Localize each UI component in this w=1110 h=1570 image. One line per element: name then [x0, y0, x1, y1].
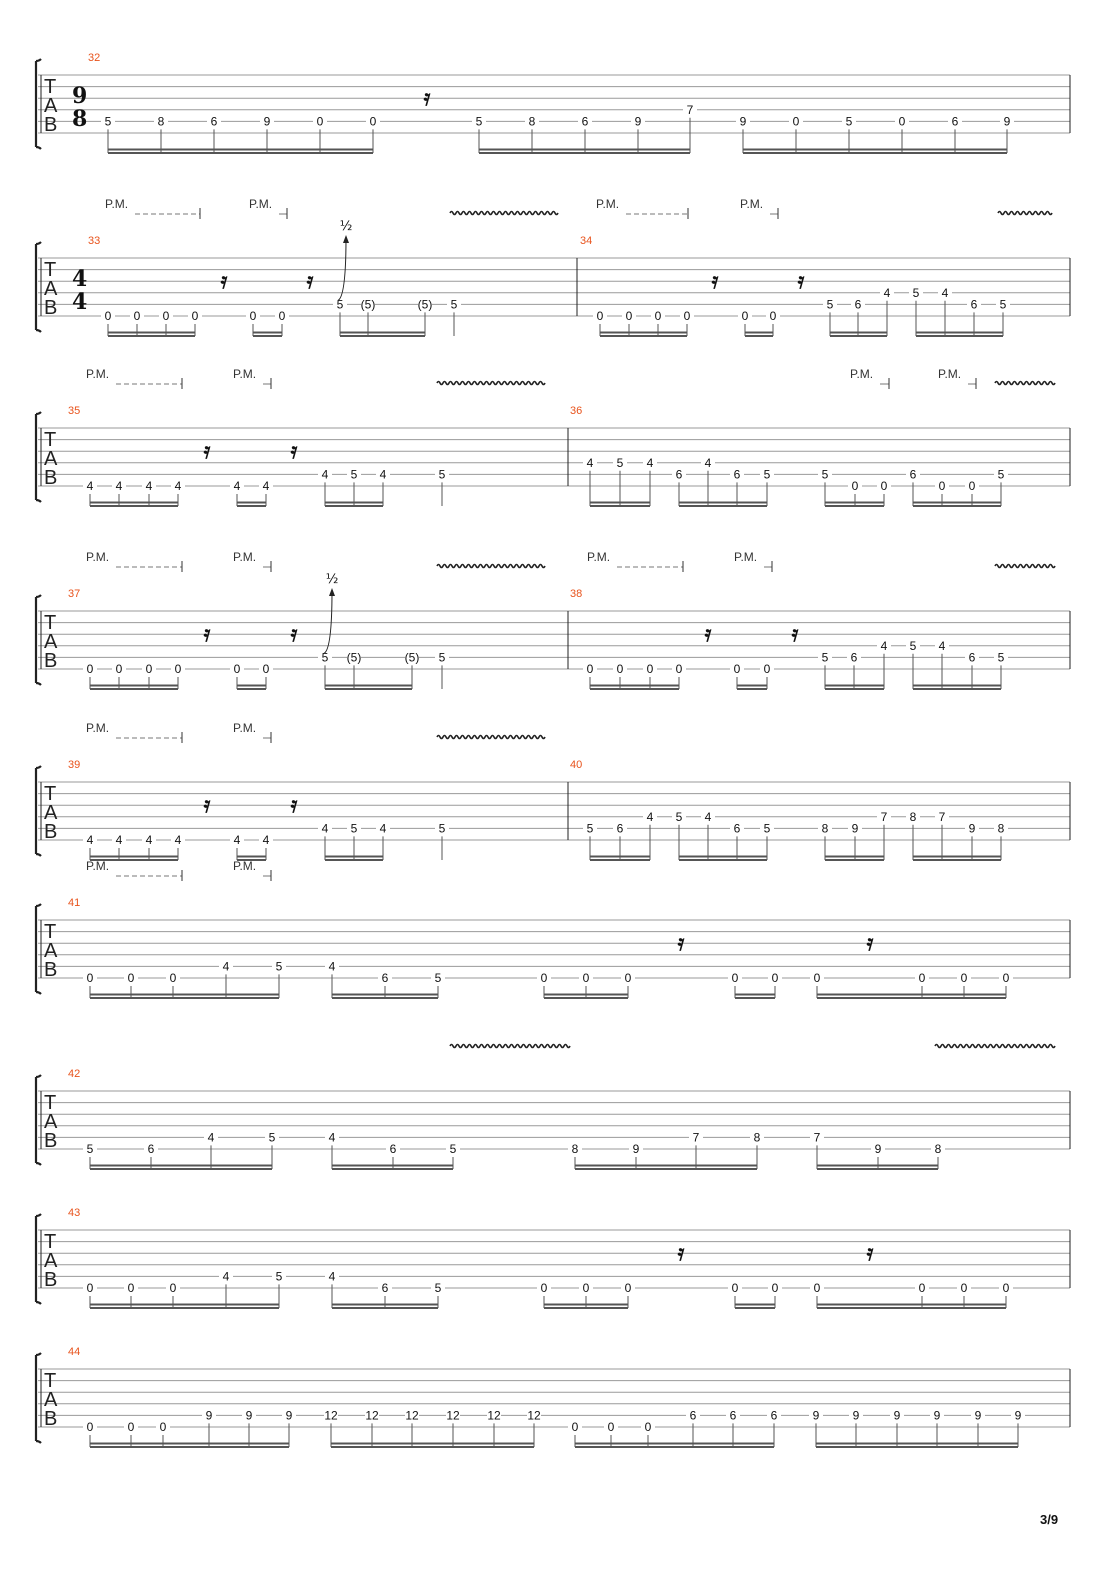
- fret-number: 9: [874, 1142, 882, 1156]
- fret-number: 5: [912, 285, 920, 300]
- fret-number: 0: [918, 971, 926, 985]
- palm-mute-label: P.M.: [233, 859, 257, 873]
- tab-system: [36, 1207, 1070, 1308]
- fret-number: 0: [741, 309, 749, 323]
- fret-number: 5: [438, 821, 446, 836]
- fret-number: 9: [634, 114, 642, 129]
- system-bracket: [36, 242, 41, 332]
- fret-number: 9: [263, 114, 271, 129]
- bar-number: 42: [68, 1068, 81, 1080]
- tab-clef-letter: B: [44, 297, 58, 319]
- fret-number: 0: [731, 971, 739, 985]
- tab-clef-letter: B: [44, 1408, 58, 1430]
- fret-number: 9: [245, 1408, 253, 1423]
- palm-mute-label: P.M.: [86, 859, 110, 873]
- tab-clef-letter: B: [44, 467, 58, 489]
- fret-number: 4: [379, 467, 387, 482]
- fret-number: 0: [262, 662, 270, 676]
- fret-number: 6: [381, 971, 389, 985]
- tab-system: [36, 721, 1070, 860]
- fret-number: 0: [960, 1281, 968, 1295]
- fret-number: 12: [446, 1408, 460, 1423]
- fret-number: 8: [157, 114, 165, 129]
- vibrato-mark: [437, 565, 545, 568]
- bend-amount: ½: [325, 572, 339, 587]
- system-bracket: [36, 904, 41, 994]
- fret-number: 0: [771, 971, 779, 985]
- fret-number: 5: [821, 650, 829, 665]
- sixteenth-rest: 𝄿: [791, 621, 799, 647]
- fret-number: 6: [616, 821, 624, 836]
- fret-number: 5: [104, 114, 112, 129]
- sixteenth-rest: 𝄿: [203, 438, 211, 464]
- tab-clef-letter: B: [44, 114, 58, 136]
- tab-clef-letter: T: [44, 612, 57, 634]
- fret-number: 0: [582, 1281, 590, 1295]
- fret-number: 0: [540, 971, 548, 985]
- fret-number: 9: [812, 1408, 820, 1423]
- fret-number: 0: [771, 1281, 779, 1295]
- bar-number: 39: [68, 759, 81, 771]
- fret-number: 4: [233, 833, 241, 847]
- tab-clef-letter: A: [44, 1389, 58, 1411]
- fret-number: 0: [898, 114, 906, 129]
- fret-number: 4: [86, 479, 94, 493]
- tab-system: [36, 52, 1070, 153]
- fret-number: 4: [222, 1269, 230, 1284]
- palm-mute-label: P.M.: [233, 367, 257, 381]
- sixteenth-rest: 𝄿: [203, 621, 211, 647]
- fret-number: 4: [328, 1269, 336, 1284]
- fret-number: 4: [222, 959, 230, 974]
- bar-number: 38: [570, 588, 583, 600]
- palm-mute-label: P.M.: [86, 367, 110, 381]
- vibrato-mark: [437, 736, 545, 739]
- sixteenth-rest: 𝄿: [203, 792, 211, 818]
- fret-number: 0: [675, 662, 683, 676]
- fret-number: 6: [389, 1142, 397, 1156]
- fret-number: 6: [689, 1408, 697, 1423]
- fret-number: 5: [275, 959, 283, 974]
- fret-number: 5: [999, 297, 1007, 312]
- fret-number: 9: [1014, 1408, 1022, 1423]
- tab-clef-letter: B: [44, 1269, 58, 1291]
- fret-number: 8: [934, 1142, 942, 1156]
- fret-number: 5: [434, 971, 442, 985]
- fret-number: 5: [763, 467, 771, 482]
- fret-number: 0: [918, 1281, 926, 1295]
- fret-number: 9: [933, 1408, 941, 1423]
- fret-number: 5: [616, 455, 624, 470]
- fret-number: 0: [316, 114, 324, 129]
- tab-system: [36, 367, 1070, 506]
- bend-amount: ½: [339, 219, 353, 234]
- fret-number: 0: [769, 309, 777, 323]
- fret-number: (5): [404, 650, 420, 665]
- fret-number: 5: [909, 638, 917, 653]
- vibrato-mark: [935, 1045, 1055, 1048]
- tab-clef-letter: B: [44, 1130, 58, 1152]
- tab-system: [36, 1045, 1070, 1170]
- fret-number: 0: [880, 479, 888, 493]
- fret-number: 4: [321, 821, 329, 836]
- time-signature-top: 9: [72, 83, 88, 109]
- fret-number: 5: [434, 1281, 442, 1295]
- tab-clef-letter: T: [44, 259, 57, 281]
- fret-number: 0: [960, 971, 968, 985]
- page-number: 3/9: [1040, 1512, 1059, 1527]
- system-bracket: [36, 595, 41, 685]
- fret-number: 0: [733, 662, 741, 676]
- tab-clef-letter: A: [44, 631, 58, 653]
- system-bracket: [36, 766, 41, 856]
- fret-number: 5: [997, 467, 1005, 482]
- fret-number: 0: [191, 309, 199, 323]
- palm-mute-label: P.M.: [233, 550, 257, 564]
- fret-number: 6: [581, 114, 589, 129]
- fret-number: 0: [607, 1420, 615, 1434]
- fret-number: 6: [951, 114, 959, 129]
- fret-number: 5: [449, 1142, 457, 1156]
- fret-number: 0: [813, 1281, 821, 1295]
- fret-number: 7: [686, 102, 694, 117]
- palm-mute-label: P.M.: [233, 721, 257, 735]
- sixteenth-rest: 𝄿: [306, 268, 314, 294]
- fret-number: 0: [596, 309, 604, 323]
- fret-number: 0: [571, 1420, 579, 1434]
- fret-number: 5: [586, 821, 594, 836]
- fret-number: 0: [624, 971, 632, 985]
- fret-number: 5: [821, 467, 829, 482]
- tab-clef-letter: A: [44, 278, 58, 300]
- fret-number: 6: [850, 650, 858, 665]
- fret-number: 0: [968, 479, 976, 493]
- fret-number: 4: [646, 809, 654, 824]
- vibrato-mark: [995, 565, 1055, 568]
- fret-number: 4: [328, 1130, 336, 1145]
- fret-number: 0: [159, 1420, 167, 1434]
- fret-number: 0: [1002, 1281, 1010, 1295]
- bar-number: 32: [88, 52, 101, 64]
- sixteenth-rest: 𝄿: [290, 792, 298, 818]
- fret-number: 7: [813, 1130, 821, 1145]
- palm-mute-label: P.M.: [740, 197, 764, 211]
- fret-number: 5: [268, 1130, 276, 1145]
- time-signature-top: 4: [72, 266, 88, 292]
- palm-mute-label: P.M.: [105, 197, 129, 211]
- fret-number: 9: [893, 1408, 901, 1423]
- tab-system: [36, 197, 1070, 336]
- fret-number: 4: [86, 833, 94, 847]
- fret-number: 8: [997, 821, 1005, 836]
- fret-number: 5: [845, 114, 853, 129]
- fret-number: 0: [233, 662, 241, 676]
- sixteenth-rest: 𝄿: [290, 621, 298, 647]
- fret-number: 0: [813, 971, 821, 985]
- fret-number: 4: [233, 479, 241, 493]
- bend-arrowhead: [329, 588, 335, 596]
- palm-mute-label: P.M.: [938, 367, 962, 381]
- fret-number: 9: [974, 1408, 982, 1423]
- fret-number: 8: [821, 821, 829, 836]
- fret-number: 9: [739, 114, 747, 129]
- fret-number: 0: [86, 1420, 94, 1434]
- tab-system: [36, 550, 1070, 689]
- bar-number: 36: [570, 405, 583, 417]
- fret-number: 4: [145, 479, 153, 493]
- fret-number: 5: [438, 650, 446, 665]
- fret-number: 5: [763, 821, 771, 836]
- fret-number: 12: [365, 1408, 379, 1423]
- fret-number: 8: [909, 809, 917, 824]
- fret-number: 0: [127, 1281, 135, 1295]
- fret-number: 4: [115, 479, 123, 493]
- sixteenth-rest: 𝄿: [677, 930, 685, 956]
- fret-number: 8: [571, 1142, 579, 1156]
- sixteenth-rest: 𝄿: [677, 1240, 685, 1266]
- fret-number: 9: [1003, 114, 1011, 129]
- sixteenth-rest: 𝄿: [423, 85, 431, 111]
- tab-clef-letter: A: [44, 940, 58, 962]
- fret-number: 6: [970, 297, 978, 312]
- bar-number: 33: [88, 235, 101, 247]
- bar-number: 34: [580, 235, 593, 247]
- bar-number: 41: [68, 897, 81, 909]
- fret-number: 0: [582, 971, 590, 985]
- fret-number: 7: [938, 809, 946, 824]
- fret-number: 0: [133, 309, 141, 323]
- fret-number: 6: [675, 467, 683, 482]
- sixteenth-rest: 𝄿: [711, 268, 719, 294]
- fret-number: 0: [278, 309, 286, 323]
- fret-number: 6: [733, 821, 741, 836]
- fret-number: 0: [644, 1420, 652, 1434]
- tab-clef-letter: B: [44, 821, 58, 843]
- sixteenth-rest: 𝄿: [220, 268, 228, 294]
- bar-number: 40: [570, 759, 583, 771]
- bar-number: 44: [68, 1346, 81, 1358]
- tab-clef-letter: B: [44, 959, 58, 981]
- fret-number: 0: [162, 309, 170, 323]
- fret-number: 0: [104, 309, 112, 323]
- fret-number: 12: [405, 1408, 419, 1423]
- fret-number: 0: [86, 662, 94, 676]
- tab-system: [36, 859, 1070, 998]
- fret-number: 0: [624, 1281, 632, 1295]
- fret-number: 5: [350, 821, 358, 836]
- fret-number: 0: [646, 662, 654, 676]
- fret-number: 0: [654, 309, 662, 323]
- fret-number: 0: [616, 662, 624, 676]
- tab-clef-letter: A: [44, 1111, 58, 1133]
- vibrato-mark: [437, 382, 545, 385]
- fret-number: 0: [792, 114, 800, 129]
- fret-number: 0: [938, 479, 946, 493]
- palm-mute-label: P.M.: [850, 367, 874, 381]
- fret-number: 6: [381, 1281, 389, 1295]
- sixteenth-rest: 𝄿: [704, 621, 712, 647]
- fret-number: 6: [854, 297, 862, 312]
- tab-clef-letter: T: [44, 429, 57, 451]
- system-bracket: [36, 1353, 41, 1443]
- tab-clef-letter: B: [44, 650, 58, 672]
- fret-number: 4: [586, 455, 594, 470]
- tab-clef-letter: A: [44, 1250, 58, 1272]
- tab-clef-letter: T: [44, 1092, 57, 1114]
- bar-number: 43: [68, 1207, 81, 1219]
- fret-number: 5: [475, 114, 483, 129]
- fret-number: 0: [851, 479, 859, 493]
- fret-number: 0: [115, 662, 123, 676]
- fret-number: 9: [632, 1142, 640, 1156]
- tab-clef-letter: A: [44, 802, 58, 824]
- fret-number: 4: [941, 285, 949, 300]
- sixteenth-rest: 𝄿: [797, 268, 805, 294]
- fret-number: 5: [321, 650, 329, 665]
- system-bracket: [36, 59, 41, 149]
- tab-clef-letter: T: [44, 76, 57, 98]
- fret-number: 0: [174, 662, 182, 676]
- time-signature-bottom: 8: [72, 106, 88, 132]
- fret-number: 0: [86, 1281, 94, 1295]
- fret-number: 12: [487, 1408, 501, 1423]
- fret-number: 5: [350, 467, 358, 482]
- palm-mute-label: P.M.: [86, 550, 110, 564]
- vibrato-mark: [995, 382, 1055, 385]
- fret-number: 9: [852, 1408, 860, 1423]
- fret-number: 7: [880, 809, 888, 824]
- fret-number: 5: [86, 1142, 94, 1156]
- fret-number: 6: [968, 650, 976, 665]
- bar-number: 35: [68, 405, 81, 417]
- fret-number: 6: [147, 1142, 155, 1156]
- fret-number: 5: [275, 1269, 283, 1284]
- palm-mute-label: P.M.: [587, 550, 611, 564]
- system-bracket: [36, 1075, 41, 1165]
- fret-number: 0: [540, 1281, 548, 1295]
- fret-number: 8: [528, 114, 536, 129]
- fret-number: 9: [968, 821, 976, 836]
- fret-number: 5: [826, 297, 834, 312]
- fret-number: 4: [321, 467, 329, 482]
- fret-number: 0: [169, 1281, 177, 1295]
- fret-number: 0: [625, 309, 633, 323]
- fret-number: 6: [733, 467, 741, 482]
- fret-number: 6: [210, 114, 218, 129]
- time-signature-bottom: 4: [72, 289, 88, 315]
- fret-number: 0: [127, 1420, 135, 1434]
- fret-number: 9: [285, 1408, 293, 1423]
- fret-number: 4: [174, 479, 182, 493]
- fret-number: 6: [729, 1408, 737, 1423]
- fret-number: 0: [127, 971, 135, 985]
- fret-number: 5: [450, 297, 458, 312]
- fret-number: 4: [174, 833, 182, 847]
- fret-number: 0: [763, 662, 771, 676]
- fret-number: (5): [360, 297, 376, 312]
- fret-number: 7: [692, 1130, 700, 1145]
- fret-number: 4: [883, 285, 891, 300]
- fret-number: 4: [646, 455, 654, 470]
- fret-number: 8: [753, 1130, 761, 1145]
- fret-number: 4: [207, 1130, 215, 1145]
- fret-number: 0: [169, 971, 177, 985]
- fret-number: 9: [205, 1408, 213, 1423]
- system-bracket: [36, 412, 41, 502]
- tab-clef-letter: T: [44, 1231, 57, 1253]
- fret-number: 6: [770, 1408, 778, 1423]
- bend-arrowhead: [343, 235, 349, 243]
- fret-number: 4: [379, 821, 387, 836]
- sixteenth-rest: 𝄿: [866, 1240, 874, 1266]
- fret-number: 4: [704, 455, 712, 470]
- tab-clef-letter: A: [44, 448, 58, 470]
- fret-number: 0: [249, 309, 257, 323]
- fret-number: 4: [262, 479, 270, 493]
- fret-number: 4: [704, 809, 712, 824]
- fret-number: 0: [1002, 971, 1010, 985]
- fret-number: 0: [731, 1281, 739, 1295]
- fret-number: 5: [997, 650, 1005, 665]
- fret-number: 4: [880, 638, 888, 653]
- vibrato-mark: [998, 212, 1052, 215]
- sixteenth-rest: 𝄿: [290, 438, 298, 464]
- sixteenth-rest: 𝄿: [866, 930, 874, 956]
- fret-number: 5: [438, 467, 446, 482]
- fret-number: 4: [115, 833, 123, 847]
- palm-mute-label: P.M.: [734, 550, 758, 564]
- fret-number: 4: [938, 638, 946, 653]
- fret-number: 5: [675, 809, 683, 824]
- fret-number: 0: [369, 114, 377, 129]
- system-bracket: [36, 1214, 41, 1304]
- fret-number: 12: [324, 1408, 338, 1423]
- fret-number: 5: [336, 297, 344, 312]
- tab-clef-letter: T: [44, 783, 57, 805]
- palm-mute-label: P.M.: [86, 721, 110, 735]
- tab-system: [36, 1346, 1070, 1447]
- fret-number: 0: [586, 662, 594, 676]
- vibrato-mark: [450, 1045, 570, 1048]
- fret-number: 4: [145, 833, 153, 847]
- fret-number: 6: [909, 467, 917, 482]
- fret-number: 0: [86, 971, 94, 985]
- tab-clef-letter: T: [44, 921, 57, 943]
- fret-number: (5): [346, 650, 362, 665]
- vibrato-mark: [450, 212, 558, 215]
- tab-clef-letter: T: [44, 1370, 57, 1392]
- fret-number: 0: [683, 309, 691, 323]
- palm-mute-label: P.M.: [596, 197, 620, 211]
- fret-number: 12: [527, 1408, 541, 1423]
- bar-number: 37: [68, 588, 81, 600]
- fret-number: 0: [145, 662, 153, 676]
- fret-number: 9: [851, 821, 859, 836]
- tab-clef-letter: A: [44, 95, 58, 117]
- fret-number: 4: [262, 833, 270, 847]
- fret-number: (5): [417, 297, 433, 312]
- palm-mute-label: P.M.: [249, 197, 273, 211]
- fret-number: 4: [328, 959, 336, 974]
